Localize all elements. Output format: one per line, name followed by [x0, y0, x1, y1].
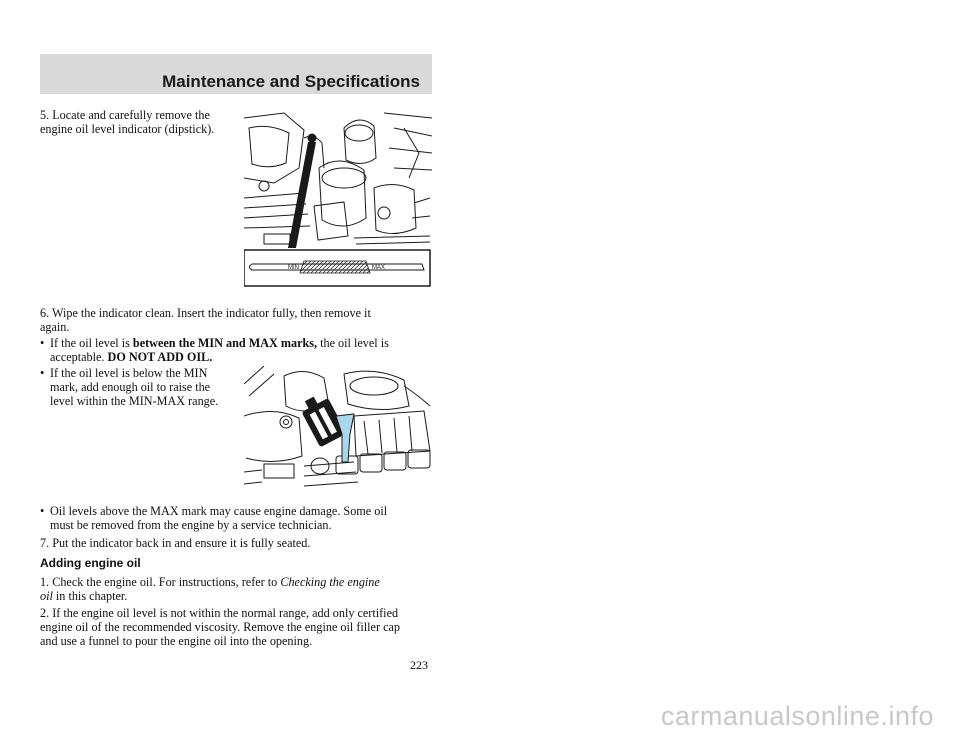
min-mark-label: MIN	[288, 265, 299, 271]
page-number: 223	[410, 658, 428, 672]
bullet1-line2: acceptable. DO NOT ADD OIL.	[50, 350, 213, 364]
adding-p1-line2: oil in this chapter.	[40, 589, 128, 603]
watermark-text: carmanualsonline.info	[660, 701, 934, 731]
bullet2-line1: If the oil level is below the MIN	[50, 366, 208, 380]
bullet3-line2: must be removed from the engine by a service technician.	[50, 518, 332, 532]
adding-p2-line3: and use a funnel to pour the engine oil into the opening.	[40, 634, 313, 648]
bullet2-line3: level within the MIN-MAX range.	[50, 394, 219, 408]
step6-line2: again.	[40, 320, 70, 334]
adding-p1-line1: 1. Check the engine oil. For instructions, refer to Checking the engine	[40, 575, 380, 589]
adding-p2-line2: engine oil of the recommended viscosity. Remove the engine oil filler cap	[40, 620, 400, 634]
bullet3-line1: Oil levels above the MAX mark may cause engine damage. Some oil	[50, 504, 388, 518]
step5-line2: engine oil level indicator (dipstick).	[40, 122, 215, 136]
max-mark-label: MAX	[372, 265, 386, 271]
adding-oil-heading: Adding engine oil	[40, 556, 141, 570]
page-title: Maintenance and Specifications	[162, 72, 420, 91]
engine-oil-funnel-illustration	[244, 366, 432, 492]
adding-p2-line1: 2. If the engine oil level is not within the normal range, add only certified	[40, 606, 399, 620]
bullet-mark: •	[40, 366, 45, 380]
engine-dipstick-illustration	[244, 108, 432, 288]
step5-line1: 5. Locate and carefully remove the	[40, 108, 210, 122]
header-bar	[40, 54, 432, 94]
step7-text: 7. Put the indicator back in and ensure it is fully seated.	[40, 536, 311, 550]
step6-line1: 6. Wipe the indicator clean. Insert the indicator fully, then remove it	[40, 306, 371, 320]
bullet-mark: •	[40, 336, 45, 350]
bullet2-line2: mark, add enough oil to raise the	[50, 380, 211, 394]
bullet1-line1: If the oil level is between the MIN and MAX marks, the oil level is	[50, 336, 389, 350]
bullet-mark: •	[40, 504, 45, 518]
